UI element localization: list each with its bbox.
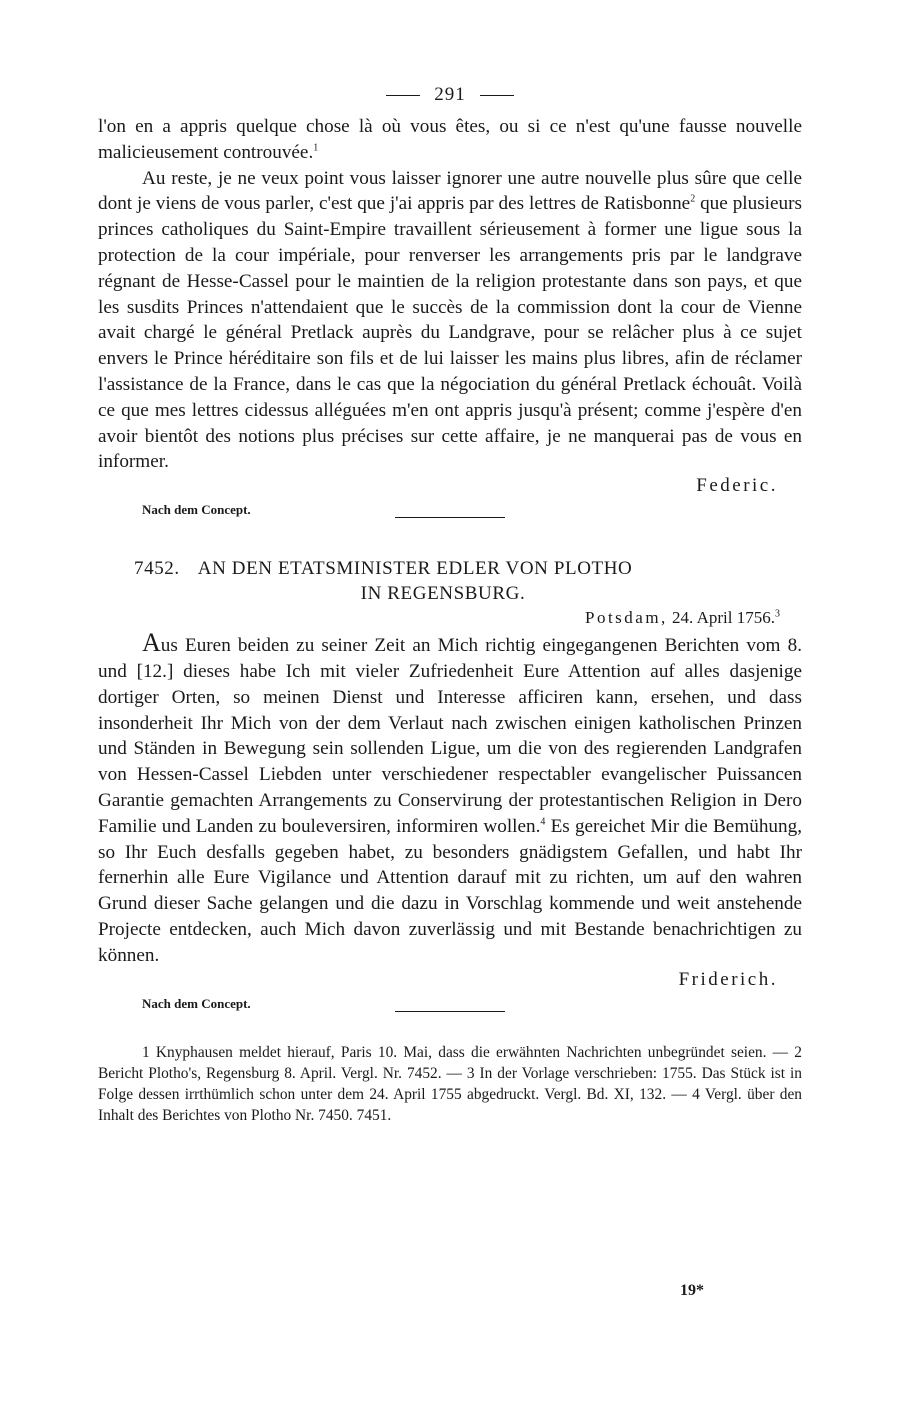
section-divider-2 [395, 1011, 505, 1012]
footnotes [98, 1042, 802, 1126]
initial-letter: A [142, 628, 161, 658]
document-page [98, 84, 802, 1126]
page-number-header [98, 84, 802, 106]
footnote-ref-2: 2 [690, 194, 696, 205]
letter2-signature-row [98, 969, 802, 995]
footnote-ref-4: 4 [540, 816, 546, 828]
date-text: 24. April 1756. [667, 608, 775, 628]
letter2-dateline [98, 608, 780, 628]
letter2-body-text-b: Es gereichet Mir die Bemühung, so Ihr Euch desfalls gegeben habet, zu besonders gnädigstem Gefallen, und habt Ihr fernerhin alle Eure Vigilance und Attention darauf mit zu richten, um auf den wahren Grund dieser Sache gelangen und die dazu in Vorschlag kommende und weit anstehende Projecte entdecken, auch Mich davon zuverlässig und mit Bestande benachrichtigen zu können. [98, 815, 803, 966]
section-divider-1 [395, 517, 505, 518]
letter1-paragraph-1 [98, 114, 802, 166]
header-dash-left [386, 95, 420, 96]
letter2-number: 7452. [134, 558, 180, 580]
header-dash-right [480, 95, 514, 96]
letter2-signature: Friderich. [678, 968, 778, 990]
letter1-para2-text-a: Au reste, je ne veux point vous laisser ignorer une autre nouvelle plus sûre que celle dont je viens de vous parler, c'est que j'ai appris par des lettres de Ratisbonne [98, 167, 802, 215]
printer-signature-mark: 19* [680, 1282, 704, 1299]
letter1-source: Nach dem Concept. [142, 502, 251, 518]
letter2-body-text-a: us Euren beiden zu seiner Zeit an Mich richtig eingegangenen Berichten vom 8. und [12.] dieses habe Ich mit vieler Zufriedenheit Eure Attention auf alles dasjenige dortiger Orten, so meinen Dienst und Interesse afficiren kann, ersehen, und dass insonderheit Ihr Mich von der dem Verlaut nach zwischen einigen katholischen Prinzen und Ständen in Bewegung sein sollenden Ligue, um die von des regierenden Landgrafen von Hessen-Cassel Liebden unter verschiedener respectabler evangelischer Puissancen Garantie gemachten Arrangements zu Conservirung der protestantischen Religion in Dero Familie und Landen zu bouleversiren, informiren wollen. [98, 635, 802, 837]
letter2-source: Nach dem Concept. [142, 995, 251, 1011]
footnote-ref-1: 1 [313, 142, 319, 154]
letter2-heading-text: AN DEN ETATSMINISTER EDLER VON PLOTHO [197, 558, 633, 580]
letter1-signature-row [98, 475, 802, 501]
letter2-body [98, 630, 802, 968]
letter2-heading [98, 556, 802, 606]
letter2-heading-line2: IN REGENSBURG. [360, 583, 526, 605]
letter1-paragraph-2 [98, 166, 802, 476]
footnote-text: 1 Knyphausen meldet hierauf, Paris 10. Mai, dass die erwähnten Nachrichten unbegründet seien. — 2 Bericht Plotho's, Regensburg 8. April. Vergl. Nr. 7452. — 3 In der Vorlage verschrieben: 1755. Das Stück ist in Folge dessen irrthümlich schon unter dem 24. April 1755 abgedruckt. Vergl. Bd. XI, 132. — 4 Vergl. über den Inhalt des Berichtes von Plotho Nr. 7450. 7451. [98, 1043, 802, 1124]
letter2-heading-line1 [134, 556, 802, 581]
letter1-signature: Federic. [696, 475, 778, 497]
letter1-para1-text: l'on en a appris quelque chose là où vous êtes, ou si ce n'est qu'une fausse nouvelle malicieusement controuvée. [98, 116, 802, 163]
page-number: 291 [434, 84, 466, 105]
letter1-para2-text-b: que plusieurs princes catholiques du Saint-Empire travaillent sérieusement à former une ligue sous la protection de la cour impériale, pour renverser les arrangements pris par le landgrave régnant de Hesse-Cassel pour le maintien de la religion protestante dans son pays, et que les susdits Princes n'attendaient que le succès de la commission dont la cour de Vienne avait chargé le général Pretlack auprès du Landgrave, pour se relâcher plus à ce sujet envers le Prince héréditaire son fils et de lui laisser les mains plus libres, afin de réclamer l'assistance de la France, dans le cas que la négociation du général Pretlack échouât. Voilà ce que mes lettres cidessus alléguées m'en ont appris jusqu'à présent; comme j'espère d'en avoir bientôt des notions plus précises sur cette affaire, je ne manquerai pas de vous en informer. [98, 193, 802, 473]
date-place: Potsdam, [584, 608, 668, 628]
footnote-ref-3: 3 [775, 608, 780, 620]
